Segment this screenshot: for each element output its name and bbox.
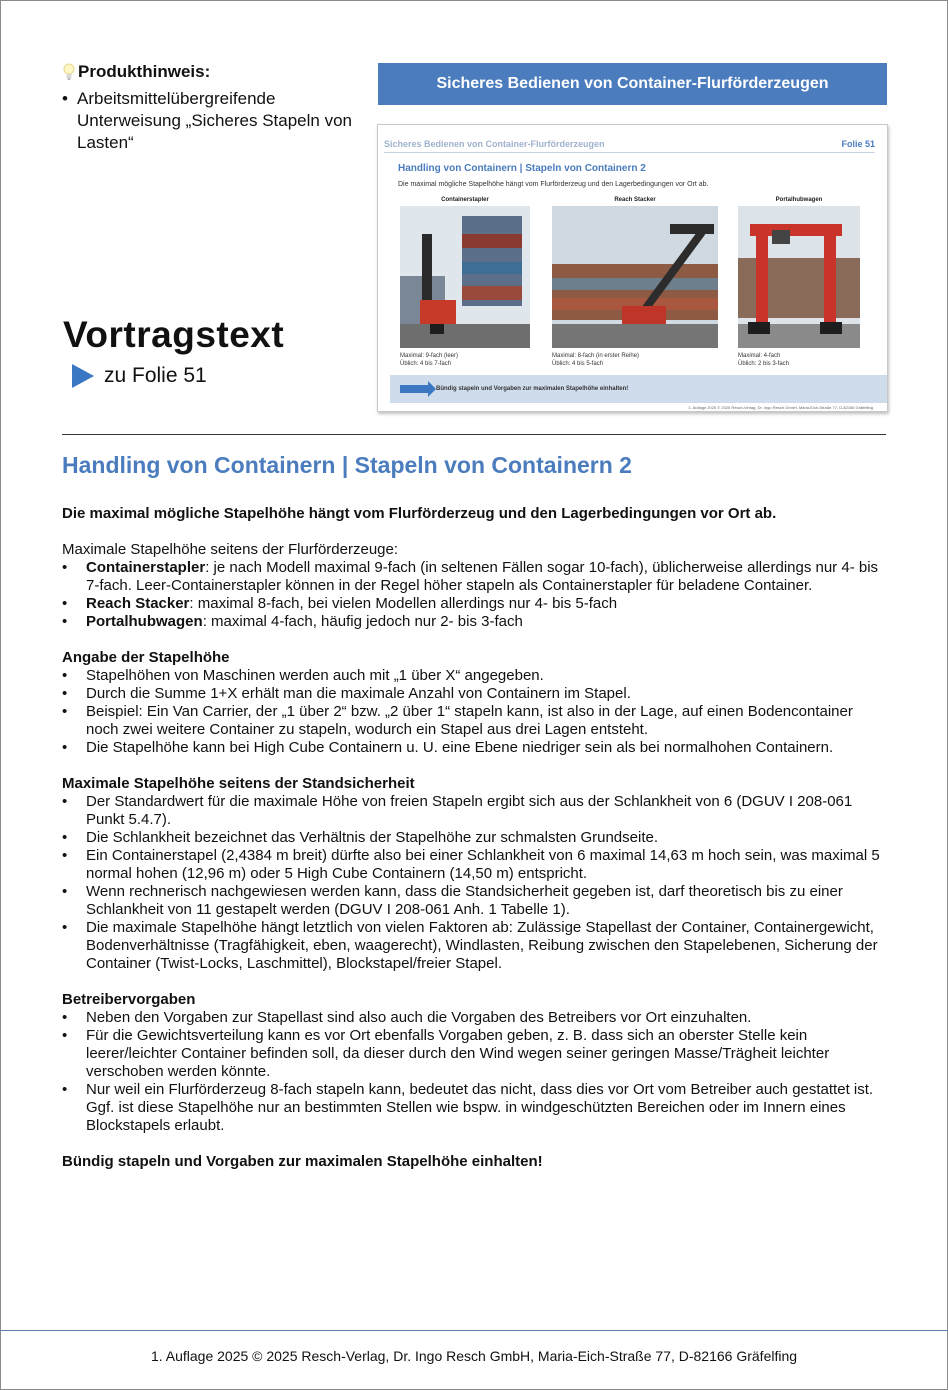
term: Portalhubwagen xyxy=(86,613,203,630)
thumb-bottom-bar xyxy=(390,375,887,403)
product-hint-heading xyxy=(62,62,362,82)
list-item: • Die Stapelhöhe kann bei High Cube Containern u. U. eine Ebene niedriger sein als bei normalhohen Containern. xyxy=(62,739,888,757)
thumb-column-label: Portalhubwagen xyxy=(775,197,823,203)
intro-text: Maximale Stapelhöhe seitens der Flurförderzeuge: xyxy=(62,541,399,558)
list-item: • Beispiel: Ein Van Carrier, der „1 über 2“ bzw. „2 über 1“ stapeln kann, ist also in der Lage, auf einen Bodencontainer noch zwei weitere Container zu stapeln, wodurch ein Stapel aus drei Lagen entsteht. xyxy=(62,703,888,739)
thumb-stat-max: Maximal: 4-fach xyxy=(738,353,781,359)
spacer xyxy=(62,757,888,775)
list-item: • Nur weil ein Flurförderzeug 8-fach stapeln kann, bedeutet das nicht, dass dies vor Ort vom Betreiber auch gestattet ist. Ggf. ist diese Stapelhöhe nur an bestimmten Stellen wie bspw. in windgeschützten Bereichen oder im Innern eines Blockstapels erlaubt. xyxy=(62,1081,888,1135)
spacer xyxy=(62,631,888,649)
thumb-stat-max: Maximal: 8-fach (in erster Reihe) xyxy=(552,353,640,359)
footer-copyright: 1. Auflage 2025 © 2025 Resch-Verlag, Dr. Ingo Resch GmbH, Maria-Eich-Straße 77, D-82166 Gräfelfing xyxy=(150,1348,798,1364)
reach-stacker-photo xyxy=(552,206,718,348)
spacer xyxy=(62,1135,888,1153)
list-item: • Stapelhöhen von Maschinen werden auch mit „1 über X“ angegeben. xyxy=(62,667,888,685)
thumb-header xyxy=(384,139,875,149)
list-item: • Für die Gewichtsverteilung kann es vor Ort ebenfalls Vorgaben geben, z. B. dass sich an oberster Stelle kein leerer/leichter Container befinden soll, da dieser durch den Wind wegen seiner geringen Masse/Trägheit leichter verschoben werden könnte. xyxy=(62,1027,888,1081)
lecture-body xyxy=(62,505,888,1171)
thumb-stat-usual: Üblich: 2 bis 3-fach xyxy=(738,361,790,367)
list-item: • Arbeitsmittelübergreifende Unterweisung „Sicheres Stapeln von Lasten“ xyxy=(62,88,362,154)
subheading-betreiber: Betreibervorgaben xyxy=(62,991,196,1008)
term-description: : maximal 8-fach, bei vielen Modellen allerdings nur 4- bis 5-fach xyxy=(189,595,618,612)
footer-rule xyxy=(0,1330,948,1331)
list-item: • Der Standardwert für die maximale Höhe von freien Stapeln ergibt sich aus der Schlankheit von 6 (DGUV I 208-061 Punkt 5.4.7). xyxy=(62,793,888,829)
stapelhoehe-list xyxy=(62,667,888,757)
term: Containerstapler xyxy=(86,559,206,576)
lead-statement: Die maximal mögliche Stapelhöhe hängt vom Flurförderzeug und den Lagerbedingungen vor Ort ab. xyxy=(62,505,777,522)
section-title: Handling von Containern | Stapeln von Containern 2 xyxy=(62,452,632,478)
thumb-title: Handling von Containern | Stapeln von Containern 2 xyxy=(398,163,646,174)
thumb-stats xyxy=(400,352,530,368)
machine-list xyxy=(62,559,888,631)
list-item xyxy=(62,559,888,595)
thumb-stats xyxy=(552,352,718,368)
thumb-stats xyxy=(738,352,860,368)
thumb-header-title: Sicheres Bedienen von Container-Flurförderzeugen xyxy=(384,139,605,149)
containerstapler-photo xyxy=(400,206,530,348)
thumb-footer: 1. Auflage 2025 © 2025 Resch-Verlag, Dr. Ingo Resch GmbH, Maria-Eich-Straße 77, D-82166 Gräfelfing xyxy=(688,405,873,410)
subheading-standsicherheit: Maximale Stapelhöhe seitens der Standsicherheit xyxy=(62,775,415,792)
section-divider xyxy=(62,434,886,435)
thumb-stat-usual: Üblich: 4 bis 5-fach xyxy=(552,361,604,367)
thumb-column-label: Reach Stacker xyxy=(614,197,656,203)
thumb-header-rule xyxy=(384,152,875,153)
standsicherheit-list xyxy=(62,793,888,973)
list-item: • Wenn rechnerisch nachgewiesen werden kann, dass die Standsicherheit gegeben ist, darf theoretisch bis zu einer Schlankheit von 11 gestapelt werden (DGUV I 208-061 Anh. 1 Tabelle 1). xyxy=(62,883,888,919)
thumb-bottom-bar-text: Bündig stapeln und Vorgaben zur maximalen Stapelhöhe einhalten! xyxy=(436,386,629,392)
thumb-stat-max: Maximal: 9-fach (leer) xyxy=(400,353,459,359)
product-hint-list xyxy=(62,88,362,154)
slide-thumbnail xyxy=(377,124,888,412)
list-item xyxy=(62,595,888,613)
product-hint xyxy=(62,62,362,154)
thumb-column-reach-stacker xyxy=(552,197,718,368)
product-hint-heading-text: Produkthinweis: xyxy=(78,62,211,81)
thumb-column-containerstapler xyxy=(400,197,530,368)
vortragstext-title: Vortragstext xyxy=(63,314,285,355)
play-arrow-icon xyxy=(72,364,94,388)
portalhubwagen-photo xyxy=(738,206,860,348)
closing-statement: Bündig stapeln und Vorgaben zur maximalen Stapelhöhe einhalten! xyxy=(62,1153,543,1170)
arrow-right-icon xyxy=(400,385,428,393)
thumb-stat-usual: Üblich: 4 bis 7-fach xyxy=(400,361,452,367)
term: Reach Stacker xyxy=(86,595,190,612)
lightbulb-icon xyxy=(62,63,76,81)
list-item: • Ein Containerstapel (2,4384 m breit) dürfte also bei einer Schlankheit von 6 maximal 14,63 m hoch sein, was maximal 5 normal hohen (12,96 m) oder 5 High Cube Containern (14,50 m) entspricht. xyxy=(62,847,888,883)
thumb-column-label: Containerstapler xyxy=(441,197,489,203)
thumb-folie-number: Folie 51 xyxy=(841,139,875,149)
spacer xyxy=(62,523,888,541)
folie-reference-text: zu Folie 51 xyxy=(104,364,207,387)
list-item: • Die Schlankheit bezeichnet das Verhältnis der Stapelhöhe zur schmalsten Grundseite. xyxy=(62,829,888,847)
folie-reference xyxy=(72,364,207,388)
subheading-stapelhoehe: Angabe der Stapelhöhe xyxy=(62,649,230,666)
thumb-column-portalhubwagen xyxy=(738,197,860,368)
list-item xyxy=(62,613,888,631)
betreiber-list xyxy=(62,1009,888,1135)
term-description: : je nach Modell maximal 9-fach (in seltenen Fällen sogar 10-fach), üblicherweise allerdings nur 4- bis 7-fach. Leer-Containerstapler können in der Regel höher stapeln als Containerstapler für beladene Container. xyxy=(86,559,879,594)
list-item: • Neben den Vorgaben zur Stapellast sind also auch die Vorgaben des Betreibers vor Ort einzuhalten. xyxy=(62,1009,888,1027)
thumb-subtitle: Die maximal mögliche Stapelhöhe hängt vom Flurförderzeug und den Lagerbedingungen vor Ort ab. xyxy=(398,181,709,188)
spacer xyxy=(62,973,888,991)
list-item: • Die maximale Stapelhöhe hängt letztlich von vielen Faktoren ab: Zulässige Stapellast der Container, Containergewicht, Bodenverhältnisse (Tragfähigkeit, eben, waagerecht), Windlasten, Reibung zwischen den Stapelebenen, Sicherung der Container (Twist-Locks, Laschmittel), Blockstapel/freier Stapel. xyxy=(62,919,888,973)
term-description: : maximal 4-fach, häufig jedoch nur 2- bis 3-fach xyxy=(202,613,523,630)
course-banner: Sicheres Bedienen von Container-Flurförderzeugen xyxy=(378,63,887,105)
list-item: • Durch die Summe 1+X erhält man die maximale Anzahl von Containern im Stapel. xyxy=(62,685,888,703)
